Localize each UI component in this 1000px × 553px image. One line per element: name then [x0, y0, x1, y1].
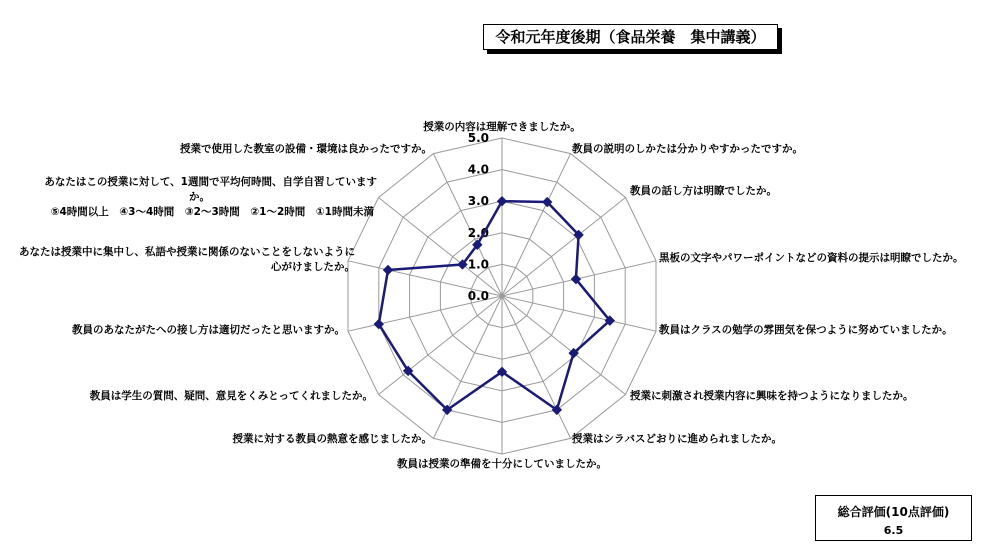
axis-label-1: [422, 120, 581, 133]
tick-label: 1.0: [467, 257, 489, 272]
tick-label: 5.0: [467, 131, 489, 145]
axis-label-3: [629, 184, 777, 197]
overall-score-value: 6.5: [883, 524, 904, 537]
axis-label-line: 心がけましたか。: [271, 261, 355, 273]
axis-label-7: [571, 432, 782, 445]
axis-label-line: ⑤4時間以上 ④3～4時間 ③2～3時間 ②1～2時間 ①1時間未満: [50, 206, 374, 218]
series-line: [379, 201, 610, 410]
tick-label: 4.0: [467, 162, 489, 177]
chart-title: 令和元年度後期（食品栄養 集中講義）: [495, 28, 766, 46]
overall-score-box: [815, 495, 972, 541]
axis-label-4: [659, 251, 964, 264]
axis-label-line: 教員の説明のしかたは分かりやすかったですか。: [572, 143, 803, 155]
axis-label-line: 教員はクラスの勉学の雰囲気を保つように努めていましたか。: [659, 324, 953, 336]
axis-label-line: あなたはこの授業に対して、1週間で平均何時間、自学自習しています: [44, 176, 377, 188]
axis-label-14: [179, 142, 432, 155]
axis-label-12: [19, 245, 355, 273]
data-point: [384, 265, 393, 274]
axis-label-line: 教員は授業の準備を十分にしていましたか。: [397, 458, 607, 470]
tick-label: 2.0: [467, 225, 489, 240]
radar-grid: [348, 138, 656, 454]
radar-series: [374, 197, 614, 415]
axis-label-line: 授業の内容は理解できましたか。: [423, 121, 581, 133]
axis-label-6: [629, 389, 914, 402]
axis-label-line: 授業に刺激され授業内容に興味を持つようになりましたか。: [630, 390, 914, 402]
grid-spoke-5: [502, 296, 656, 331]
axis-label-line: 授業で使用した教室の設備・環境は良かったですか。: [180, 143, 432, 155]
overall-score-label: 総合評価(10点評価): [837, 505, 950, 519]
axis-label-line: 黒板の文字やパワーポイントなどの資料の提示は明瞭でしたか。: [659, 252, 964, 264]
tick-label: 0.0: [467, 289, 489, 303]
axis-label-11: [71, 323, 345, 336]
axis-label-line: 教員の話し方は明瞭でしたか。: [630, 185, 777, 197]
axis-label-line: 授業に対する教員の熱意を感じましたか。: [232, 433, 432, 445]
axis-label-13: [44, 175, 377, 218]
axis-label-9: [232, 432, 433, 445]
axis-label-2: [571, 142, 803, 155]
axis-label-5: [658, 323, 953, 336]
axis-label-10: [89, 389, 373, 402]
tick-label: 3.0: [467, 194, 489, 209]
axis-label-line: か。: [189, 191, 210, 203]
axis-label-8: [396, 457, 607, 470]
axis-label-line: 教員は学生の質問、疑問、意見をくみとってくれましたか。: [89, 390, 373, 402]
axis-label-line: あなたは授業中に集中し、私語や授業に関係のないことをしないように: [19, 246, 355, 258]
axis-label-line: 授業はシラバスどおりに進められましたか。: [572, 433, 782, 445]
axis-label-line: 教員のあなたがたへの接し方は適切だったと思いますか。: [72, 324, 345, 336]
